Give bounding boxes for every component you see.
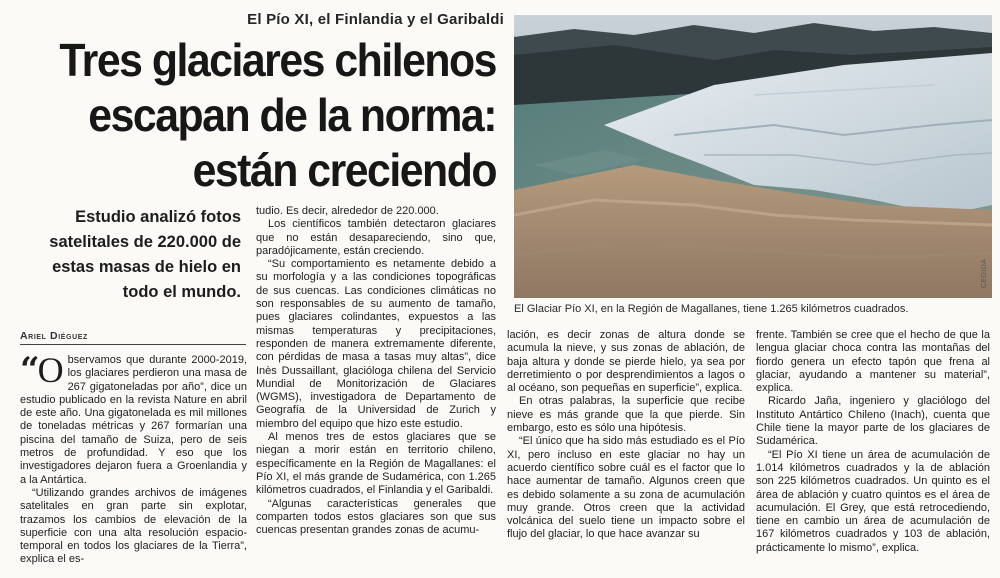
paragraph: tudio. Es decir, alrededor de 220.000.	[256, 205, 439, 217]
paragraph: “Utilizando grandes archivos de imágenes satelitales en gran parte sin explotar, trazamos los cambios de elevación de la superficie con una alta resolución espacio-temporal en todos los glaciares de la Tierra”, explica el es-	[20, 486, 247, 566]
paragraph: “Su comportamiento es netamente debido a su morfología y a las condiciones topográficas de sus cuencas. Las condiciones climáticas no son responsables de su aumento de tamaño, pues glaciares colindantes, expuestos a las mismas temperaturas y precipitaciones, responden de manera extremamente diferente, con pérdidas de masa a tasas muy altas”, dice Inès Dussaillant, glacióloga chilena del Servicio Mundial de Monitorización de Glaciares (WGMS), investigadora de Departamento de Geografía de la Universidad de Zurich y miembro del equipo que hizo este estudio.	[256, 258, 496, 430]
paragraph: Ricardo Jaña, ingeniero y glaciólogo del Instituto Antártico Chileno (Inach), cuenta que Chile tiene la mayor parte de los glaciares de Sudamérica.	[756, 395, 990, 448]
paragraph: En otras palabras, la superficie que recibe nieve es más grande que la que pierde. Sin embargo, esto es sólo una hipótesis.	[507, 395, 745, 435]
paragraph: “Algunas características generales que comparten todos estos glaciares son que sus cuencas presentan grandes zonas de acumu-	[256, 497, 496, 537]
body-column-1	[20, 350, 247, 567]
deck: Estudio analizó fotos satelitales de 220.000 de estas masas de hielo en todo el mundo.	[49, 208, 241, 301]
opening-quote-mark: “	[20, 350, 34, 390]
byline-rule	[20, 344, 246, 345]
dropcap: O	[37, 350, 64, 390]
glacier-photo	[514, 15, 992, 298]
paragraph-text: bservamos que durante 2000-2019, los glaciares perdieron una masa de 267 gigatoneladas por año”, dice un estudio publicado en la revista Nature en abril de este año. Una gigatonelada es mil millones de toneladas métricas y 267 formarían una piscina del tamaño de Suiza, pero de seis metros de profundidad. Y eso que los investigadores dejaron fuera a Groenlandia y a la Antártica.	[20, 354, 247, 486]
photo-credit: CEDIDA	[981, 258, 988, 288]
paragraph: Al menos tres de estos glaciares que se niegan a morir están en territorio chileno, específicamente en la Región de Magallanes: el Pío XI, el más grande de Sudamérica, con 1.265 kilómetros cuadrados, el Finlandia y el Garibaldi.	[256, 431, 496, 497]
glacier-photo-illustration	[514, 15, 992, 298]
paragraph: lación, es decir zonas de altura donde se acumula la nieve, y sus zonas de ablación, de baja altura y donde se pierde hielo, ya sea por derretimiento o por desprendimientos a lagos o al océano, son pequeñas en superficie”, explica.	[507, 329, 745, 395]
kicker: El Pío XI, el Finlandia y el Garibaldi	[247, 11, 504, 28]
paragraph	[20, 350, 247, 487]
body-column-2	[256, 205, 496, 537]
body-column-4	[756, 329, 990, 555]
headline: Tres glaciares chilenos escapan de la norma: están creciendo	[59, 34, 496, 196]
paragraph: “El Pío XI tiene un área de acumulación de 1.014 kilómetros cuadrados y la de ablación son 225 kilómetros cuadrados. Un quinto es el área de ablación y cuatro quintos es el área de acumulación. El Grey, que está retrocediendo, tiene en cambio un área de acumulación de 167 kilómetros cuadrados y 103 de ablación, prácticamente lo mismo”, explica.	[756, 448, 990, 554]
body-column-3	[507, 329, 745, 542]
paragraph: “El único que ha sido más estudiado es el Pío XI, pero incluso en este glaciar no hay un acuerdo científico sobre cuál es el factor que lo hace aumentar de tamaño. Algunos creen que es debido solamente a su zona de acumulación muy grande. Otros creen que la actividad volcánica del suelo tiene un impacto sobre el flujo del glaciar, lo que hace avanzar su	[507, 435, 745, 541]
photo-caption: El Glaciar Pío XI, en la Región de Magallanes, tiene 1.265 kilómetros cuadrados.	[514, 303, 909, 315]
byline: Ariel Diéguez	[20, 330, 88, 342]
paragraph: Los científicos también detectaron glaciares que no están desapareciendo, sino que, paradójicamente, están creciendo.	[256, 218, 496, 257]
paragraph: frente. También se cree que el hecho de que la lengua glaciar choca contra las montañas del fiordo genera un efecto tapón que frena al glaciar, ayudando a mantener su material”, explica.	[756, 329, 990, 395]
